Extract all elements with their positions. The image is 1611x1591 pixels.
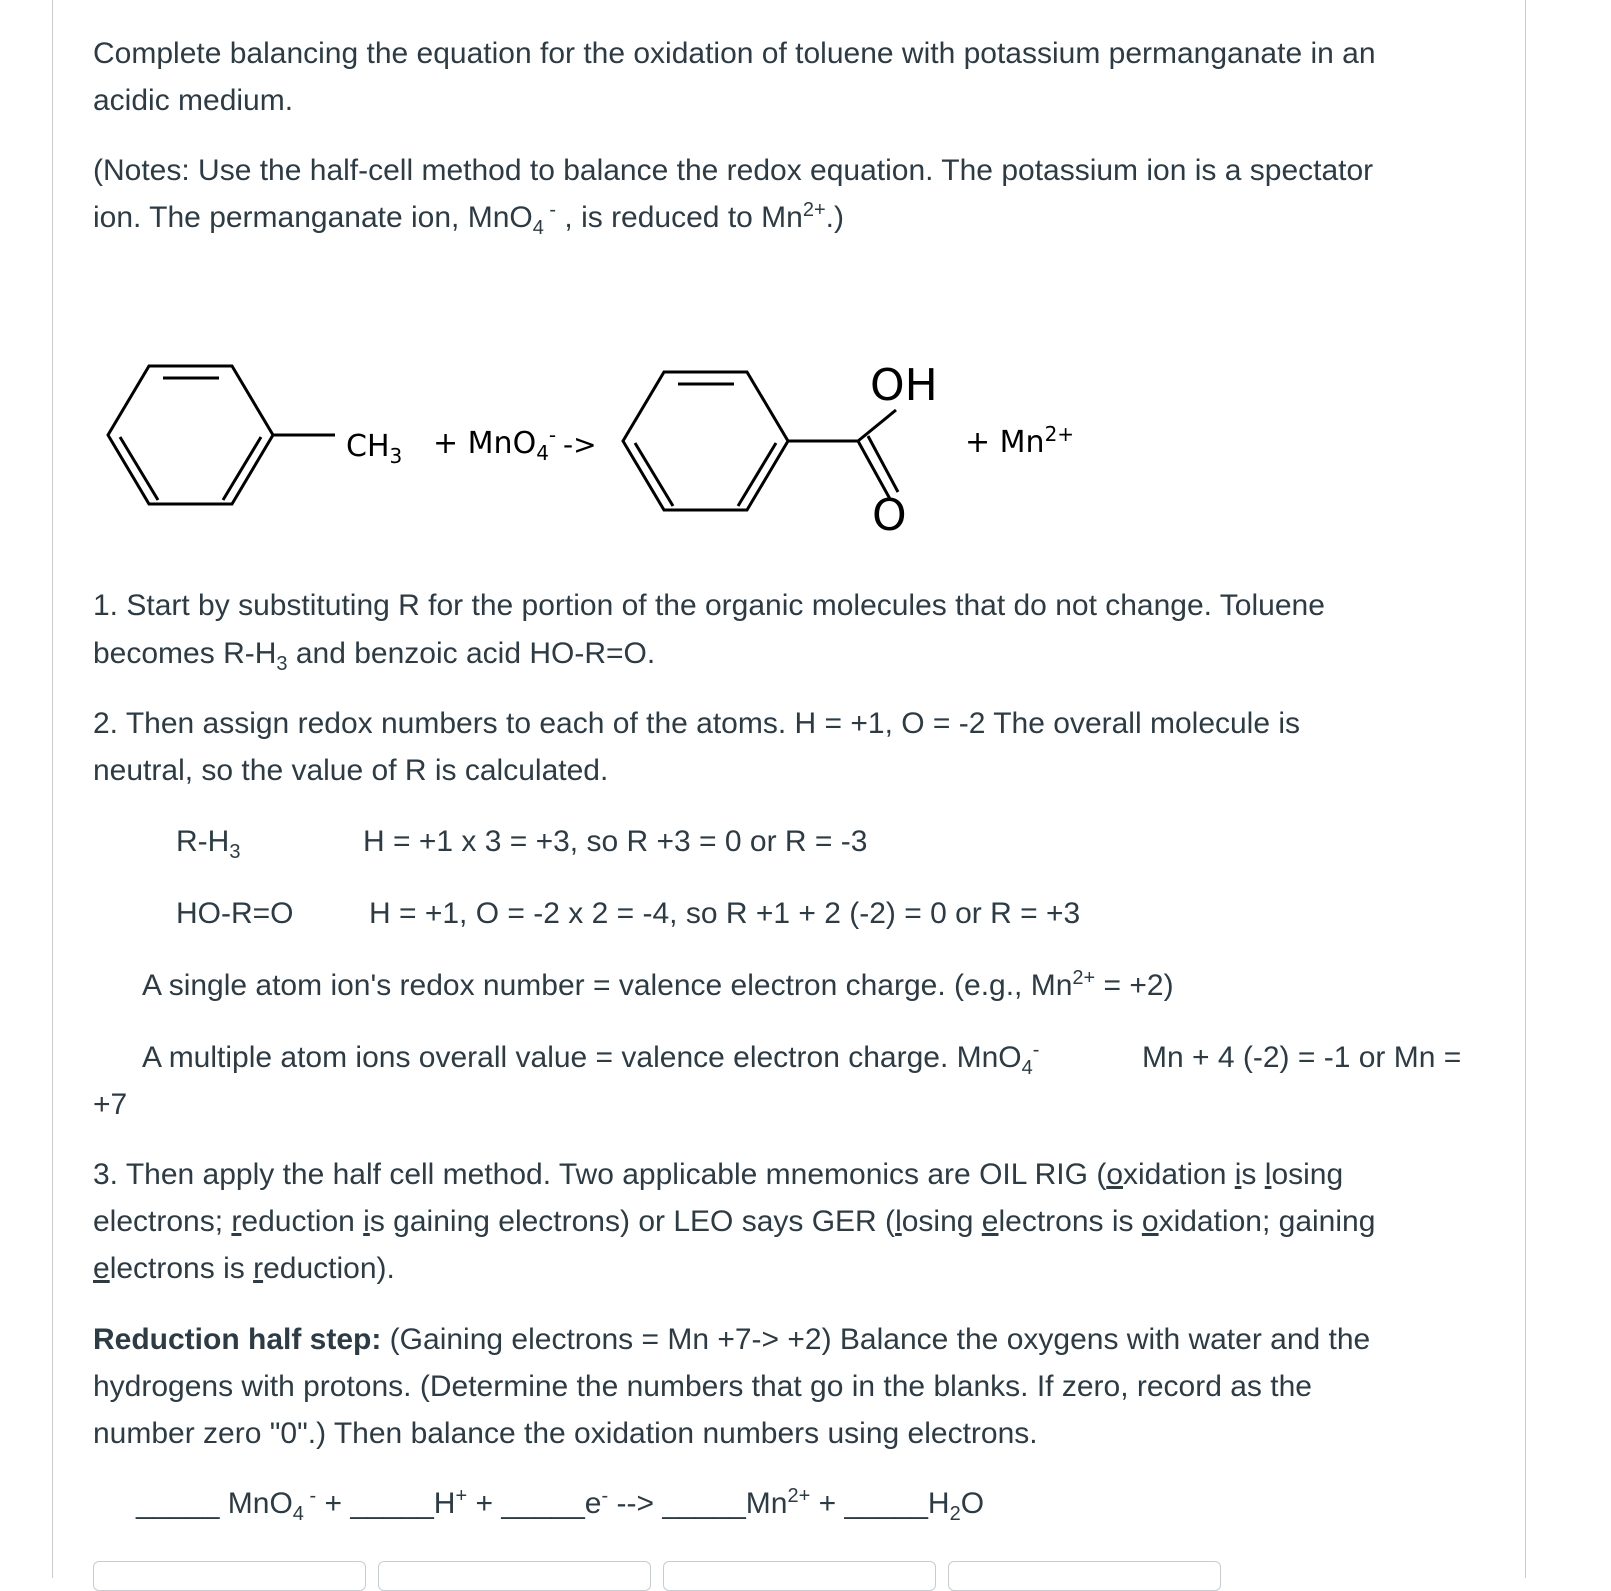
mn2-product: + $Mn^{2+}$ (965, 422, 1075, 460)
horo-label: HO-R=O (176, 897, 294, 930)
reduction-label: Reduction half step: (93, 1323, 382, 1356)
step3-line-2: electrons; reduction is gaining electrons) or LEO says GER (losing electrons is oxidation; gaining (93, 1205, 1376, 1238)
step3-line-1: 3. Then apply the half cell method. Two applicable mnemonics are OIL RIG (oxidation is losing (93, 1158, 1344, 1191)
blank-mn: _____ (662, 1487, 746, 1520)
step2-line-1: 2. Then assign redox numbers to each of the atoms. H = +1, O = -2 The overall molecule is (93, 707, 1301, 740)
blank-h2o: _____ (844, 1487, 928, 1520)
multi-atom-calc: Mn + 4 (-2) = -1 or Mn = (1142, 1041, 1462, 1074)
reduction-line-1: Reduction half step: (Gaining electrons = Mn +7-> +2) Balance the oxygens with water and the (93, 1323, 1371, 1356)
step3-line-3: electrons is reduction). (93, 1252, 395, 1285)
multi-atom-result: +7 (93, 1088, 128, 1121)
answer-input-4[interactable] (948, 1561, 1221, 1591)
notes-line-2: ion. The permanganate ion, MnO$_4$ - , is reduced to $Mn^{2+}$.) (93, 199, 844, 239)
toluene-ring (108, 366, 273, 504)
step2-line-2: neutral, so the value of R is calculated. (93, 754, 609, 787)
notes-line-1: (Notes: Use the half-cell method to balance the redox equation. The potassium ion is a spectator (93, 154, 1374, 187)
ch3-label: $CH_3$ (346, 429, 403, 468)
step1-line-2: becomes $R-H_3$ and benzoic acid HO-R=O. (93, 637, 656, 675)
step1-line-1: 1. Start by substituting R for the portion of the organic molecules that do not change. Toluene (93, 589, 1325, 622)
reduction-line-3: number zero "0".) Then balance the oxidation numbers using electrons. (93, 1417, 1038, 1450)
oh-label: OH (870, 360, 938, 411)
blank-mno4: _____ (136, 1487, 220, 1520)
benzoic-acid-ring (623, 372, 788, 510)
multi-atom-rule: A multiple atom ions overall value = valence electron charge. MnO$_4$- (142, 1039, 1040, 1079)
reaction-arrow: -> (563, 428, 597, 461)
answer-input-2[interactable] (378, 1561, 651, 1591)
blank-e: _____ (501, 1487, 585, 1520)
c-oh-bond (858, 410, 896, 441)
rh3-label: $R-H_3$ (176, 825, 241, 863)
answer-input-3[interactable] (663, 1561, 936, 1591)
answer-input-1[interactable] (93, 1561, 366, 1591)
intro-line-1: Complete balancing the equation for the oxidation of toluene with potassium permanganate in an (93, 37, 1376, 70)
mno4-reactant: + MnO$_4$- (433, 423, 557, 465)
rh3-calculation: H = +1 x 3 = +3, so R +3 = 0 or R = -3 (363, 825, 868, 858)
reaction-scheme (0, 0, 1611, 560)
o-label: O (872, 490, 907, 541)
single-atom-rule: A single atom ion's redox number = valence electron charge. (e.g., $Mn^{2+} = +2$) (142, 967, 1174, 1002)
horo-calculation: H = +1, O = -2 x 2 = -4, so R +1 + 2 (-2) = 0 or R = +3 (369, 897, 1081, 930)
intro-line-2: acidic medium. (93, 84, 294, 117)
blank-h: _____ (350, 1487, 434, 1520)
reduction-line-2: hydrogens with protons. (Determine the numbers that go in the blanks. If zero, record as the (93, 1370, 1312, 1403)
reduction-half-equation: _____ MnO$_4$ - + _____H+ + _____e- --> $\_\_\_\_\_Mn^{2+}$ + $\_\_\_\_\_H_2O$ (136, 1485, 985, 1525)
